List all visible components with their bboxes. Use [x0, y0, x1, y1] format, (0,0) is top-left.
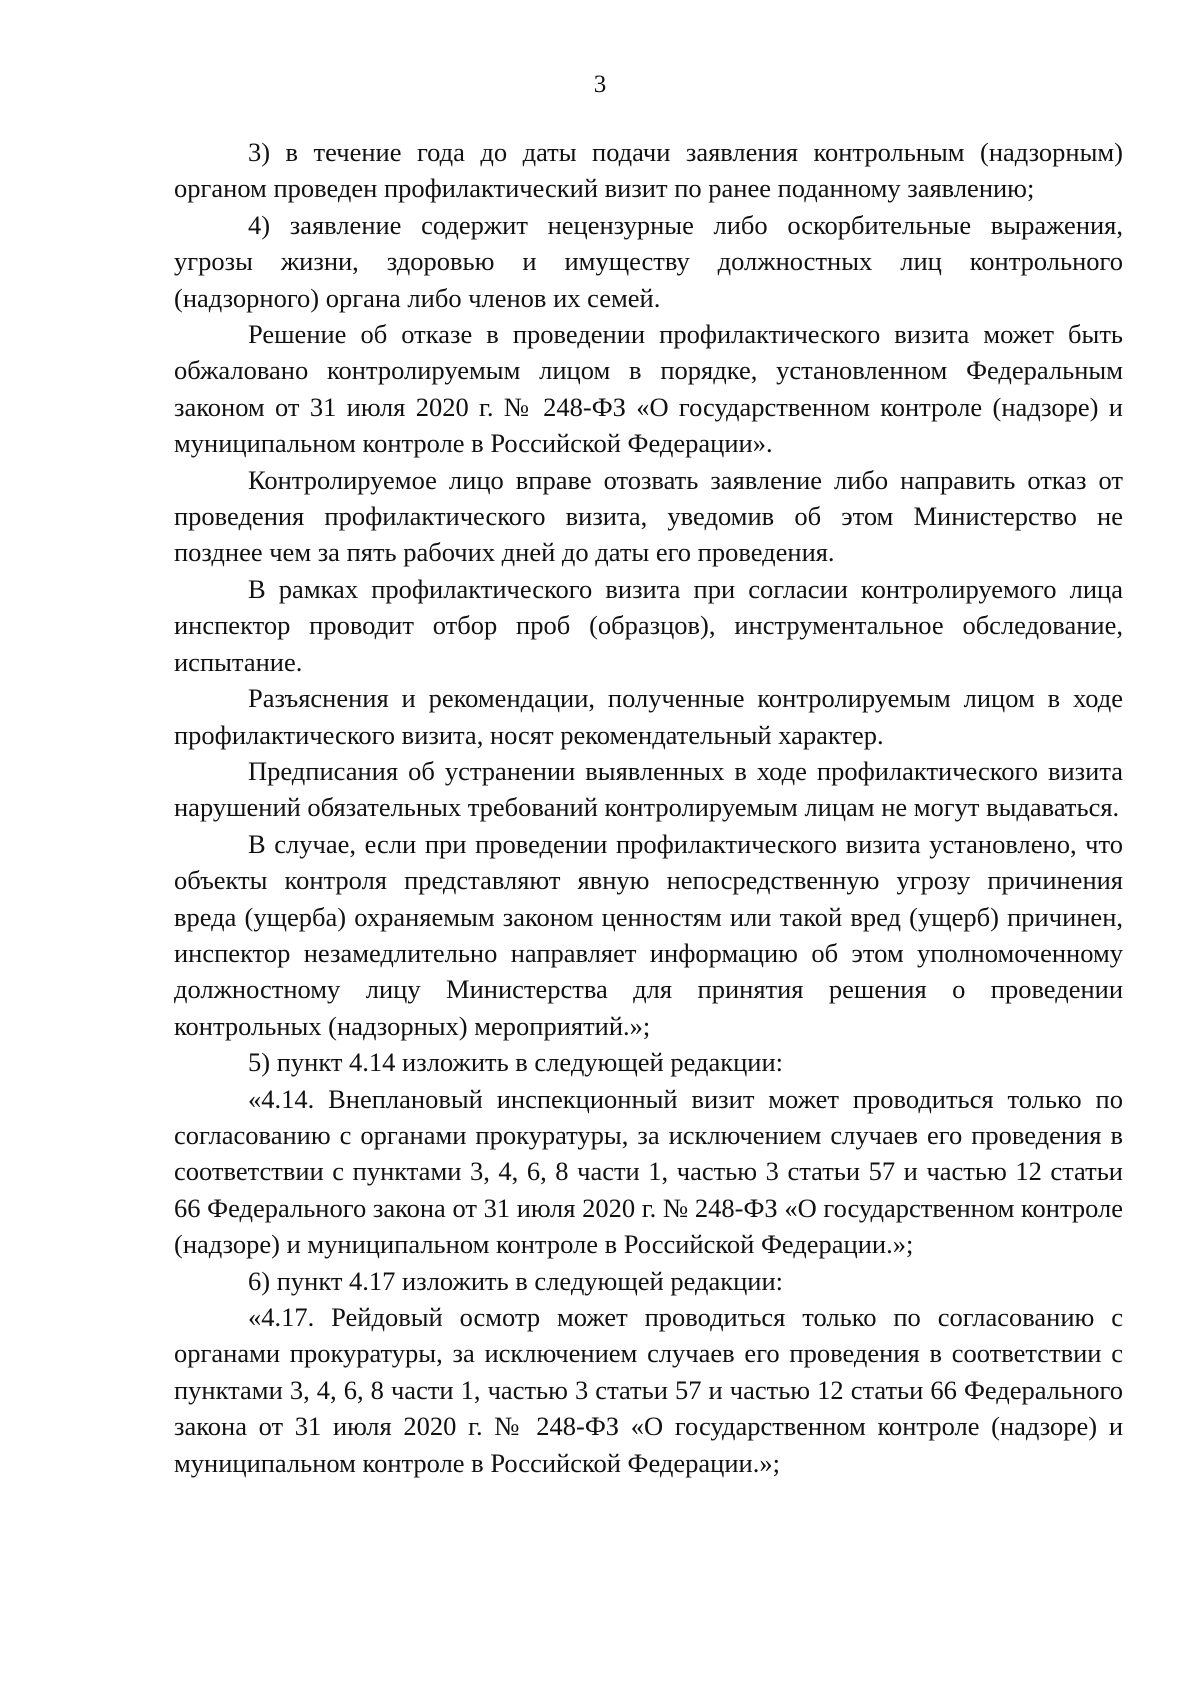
page-number: 3 — [593, 71, 607, 98]
paragraph-item-4: 4) заявление содержит нецензурные либо оскорбительные выражения, угрозы жизни, здоровью и имуществу должностных лиц контрольного (надзорного) органа либо членов их семей. — [174, 209, 1123, 313]
paragraph-clause-4-14: «4.14. Внеплановый инспекционный визит может проводиться только по согласованию с органами прокуратуры, за исключением случаев его проведения в соответствии с пунктами 3, 4, 6, 8 части 1, частью 3 статьи 57 и частью 12 статьи 66 Федерального закона от 31 июля 2020 г. № 248-ФЗ «О государственном контроле (надзоре) и муниципальном контроле в Российской Федерации.»; — [174, 1083, 1123, 1260]
paragraph-recommendations: Разъяснения и рекомендации, полученные контролируемым лицом в ходе профилактического визита, носят рекомендательный характер. — [174, 683, 1123, 750]
paragraph-prescriptions: Предписания об устранении выявленных в ходе профилактического визита нарушений обязательных требований контролируемым лицам не могут выдаваться. — [174, 755, 1123, 823]
paragraph-item-3: 3) в течение года до даты подачи заявления контрольным (надзорным) органом проведен профилактический визит по ранее поданному заявлению; — [174, 137, 1123, 204]
document-body — [174, 134, 1123, 1481]
paragraph-item-6: 6) пункт 4.17 изложить в следующей редакции: — [248, 1265, 784, 1296]
paragraph-sampling: В рамках профилактического визита при согласии контролируемого лица инспектор проводит отбор проб (образцов), инструментальное обследование, испытание. — [174, 573, 1123, 677]
paragraph-threat-case: В случае, если при проведении профилактического визита установлено, что объекты контроля представляют явную непосредственную угрозу причинения вреда (ущерба) охраняемым законом ценностям или такой вред (ущерб) причинен, инспектор незамедлительно направляет информацию об этом уполномоченному должностному лицу Министерства для принятия решения о проведении контрольных (надзорных) мероприятий.»; — [174, 828, 1123, 1041]
paragraph-appeal-refusal: Решение об отказе в проведении профилактического визита может быть обжаловано контролируемым лицом в порядке, установленном Федеральным законом от 31 июля 2020 г. № 248-ФЗ «О государственном контроле (надзоре) и муниципальном контроле в Российской Федерации». — [174, 319, 1123, 459]
paragraph-clause-4-17: «4.17. Рейдовый осмотр может проводиться только по согласованию с органами прокуратуры, за исключением случаев его проведения в соответствии с пунктами 3, 4, 6, 8 части 1, частью 3 статьи 57 и частью 12 статьи 66 Федерального закона от 31 июля 2020 г. № 248-ФЗ «О государственном контроле (надзоре) и муниципальном контроле в Российской Федерации.»; — [174, 1302, 1123, 1478]
paragraph-item-5: 5) пункт 4.14 изложить в следующей редакции: — [248, 1047, 784, 1078]
paragraph-withdraw-application: Контролируемое лицо вправе отозвать заявление либо направить отказ от проведения профилактического визита, уведомив об этом Министерство не позднее чем за пять рабочих дней до даты его проведения. — [174, 464, 1123, 568]
